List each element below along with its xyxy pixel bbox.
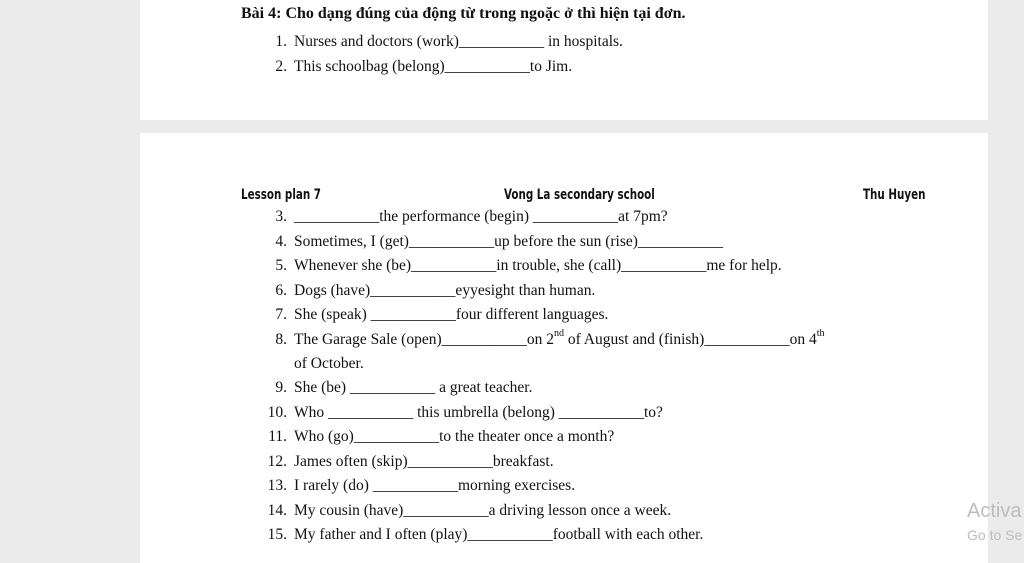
item-text xyxy=(294,327,825,349)
item-text: Who ___________ this umbrella (belong) ___________to? xyxy=(294,404,663,421)
item-text: I rarely (do) ___________morning exercises. xyxy=(294,477,576,494)
item-number: 1. xyxy=(275,33,287,50)
item-text-part: of August and (finish)___________on 4 xyxy=(563,331,817,348)
ordinal-suffix: th xyxy=(816,327,825,339)
exercise-item-8-continued: of October. xyxy=(294,355,364,372)
item-number: 2. xyxy=(275,58,287,75)
header-teacher: Thu Huyen xyxy=(863,187,926,203)
item-number: 6. xyxy=(275,282,287,299)
item-text: Nurses and doctors (work)___________ in hospitals. xyxy=(294,33,623,50)
item-number: 8. xyxy=(275,331,287,348)
item-number: 4. xyxy=(275,233,287,250)
exercise-heading: Bài 4: Cho dạng đúng của động từ trong ngoặc ở thì hiện tại đơn. xyxy=(241,5,686,22)
item-number: 7. xyxy=(275,306,287,323)
item-text: Whenever she (be)___________in trouble, she (call)___________me for help. xyxy=(294,257,782,274)
item-number: 10. xyxy=(267,404,287,421)
item-text: James often (skip)___________breakfast. xyxy=(294,453,554,470)
item-number: 12. xyxy=(267,453,287,470)
item-number: 13. xyxy=(267,477,287,494)
item-text: Sometimes, I (get)___________up before the sun (rise)___________ xyxy=(294,233,724,250)
document-page-main xyxy=(140,133,988,563)
item-text: She (be) ___________ a great teacher. xyxy=(294,379,533,396)
item-text: She (speak) ___________four different languages. xyxy=(294,306,609,323)
item-number: 5. xyxy=(275,257,287,274)
item-text: My father and I often (play)___________football with each other. xyxy=(294,526,704,543)
item-text: My cousin (have)___________a driving lesson once a week. xyxy=(294,502,672,519)
header-lesson-plan: Lesson plan 7 xyxy=(241,187,321,203)
item-number: 9. xyxy=(275,379,287,396)
item-number: 3. xyxy=(275,208,287,225)
document-page-top xyxy=(140,0,988,120)
item-number: 14. xyxy=(267,502,287,519)
item-number: 15. xyxy=(267,526,287,543)
item-text-part: The Garage Sale (open)___________on 2 xyxy=(294,331,554,348)
activation-watermark-subtitle: Go to Se xyxy=(967,527,1023,543)
item-number: 11. xyxy=(268,428,287,445)
item-text: Who (go)___________to the theater once a month? xyxy=(294,428,615,445)
item-text: ___________the performance (begin) ___________at 7pm? xyxy=(294,208,668,225)
item-text: This schoolbag (belong)___________to Jim. xyxy=(294,58,573,75)
ordinal-suffix: nd xyxy=(553,327,564,339)
header-school: Vong La secondary school xyxy=(504,187,655,203)
item-text: Dogs (have)___________eyyesight than human. xyxy=(294,282,596,299)
activation-watermark-title: Activa xyxy=(967,500,1022,522)
